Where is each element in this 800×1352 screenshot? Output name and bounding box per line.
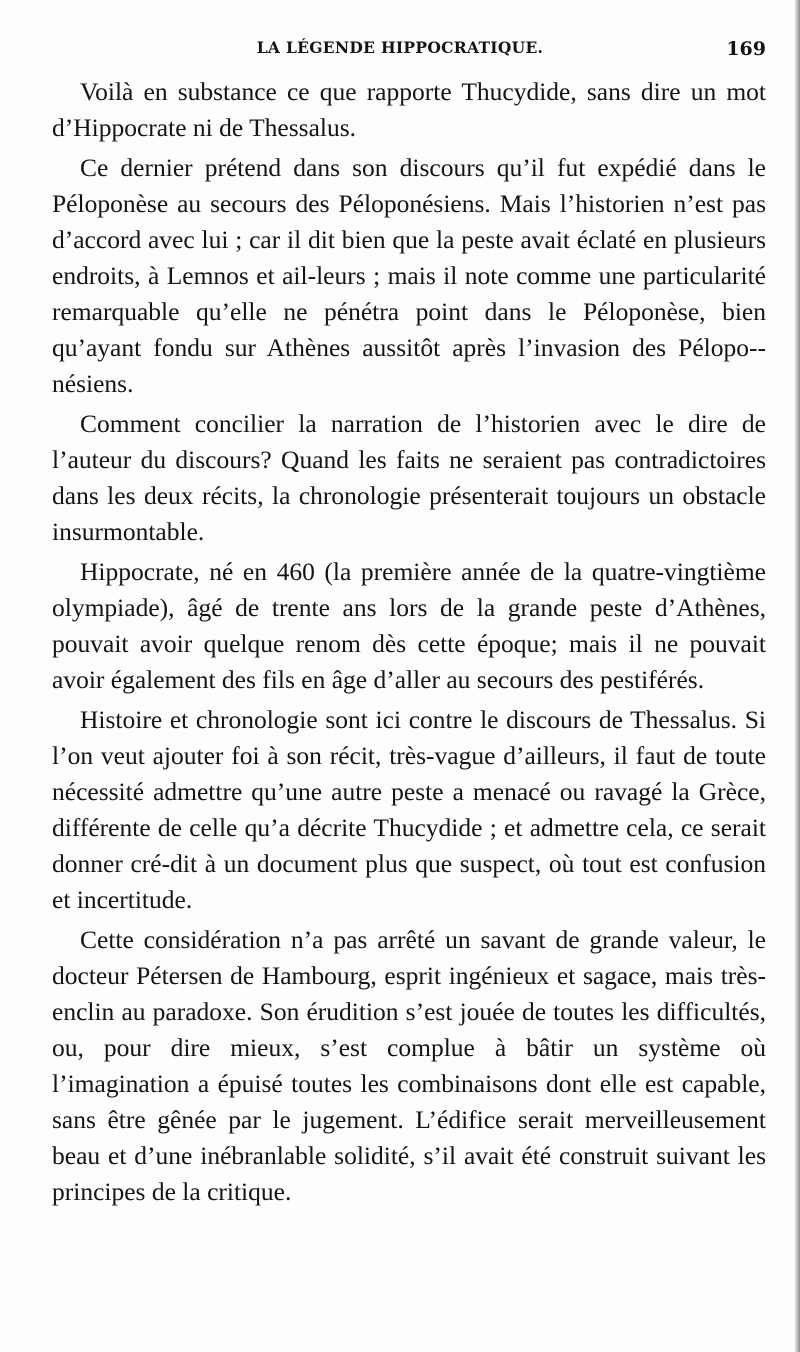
paragraph-4: Hippocrate, né en 460 (la première année de la quatre-vingtième olympiade), âgé de trente ans lors de la grande peste d’Athènes, pouvait avoir quelque renom dès cette époque; mais il ne pouvait avoir également des fils en âge d’aller au secours des pestiférés. — [52, 557, 766, 694]
paragraph-6: Cette considération n’a pas arrêté un savant de grande valeur, le docteur Pétersen de Hambourg, esprit ingénieux et sagace, mais très-enclin au paradoxe. Son érudition s’est jouée de toutes les difficultés, ou, pour dire mieux, s’est complue à bâtir un système où l’imagination a épuisé toutes les combinaisons dont elle est capable, sans être gênée par le jugement. L’édifice serait merveilleusement beau et d’une inébranlable solidité, s’il avait été construit suivant les principes de la critique. — [52, 925, 766, 1206]
page-number: 169 — [726, 38, 766, 60]
running-title: LA LÉGENDE HIPPOCRATIQUE. — [256, 38, 544, 57]
paragraph-2: Ce dernier prétend dans son discours qu’il fut expédié dans le Péloponèse au secours des Péloponésiens. Mais l’historien n’est pas d’accord avec lui ; car il dit bien que la peste avait éclaté en plusieurs endroits, à Lemnos et ail-leurs ; mais il note comme une particularité remarquable qu’elle ne pénétra point dans le Péloponèse, bien qu’ayant fondu sur Athènes aussitôt après l’invasion des Pélopo-nésiens. — [52, 153, 766, 398]
paragraph-3: Comment concilier la narration de l’historien avec le dire de l’auteur du discours? Quand les faits ne seraient pas contradictoires dans les deux récits, la chronologie présenterait toujours un obstacle insurmontable. — [52, 409, 766, 546]
page-header — [0, 32, 800, 62]
page-edge-shadow — [794, 0, 800, 1352]
body-text — [52, 74, 766, 1210]
paragraph-5: Histoire et chronologie sont ici contre le discours de Thessalus. Si l’on veut ajouter foi à son récit, très-vague d’ailleurs, il faut de toute nécessité admettre qu’une autre peste a menacé ou ravagé la Grèce, différente de celle qu’a décrite Thucydide ; et admettre cela, ce serait donner cré-dit à un document plus que suspect, où tout est confusion et incertitude. — [52, 705, 766, 914]
paragraph-1: Voilà en substance ce que rapporte Thucydide, sans dire un mot d’Hippocrate ni de Thessalus. — [52, 77, 766, 142]
